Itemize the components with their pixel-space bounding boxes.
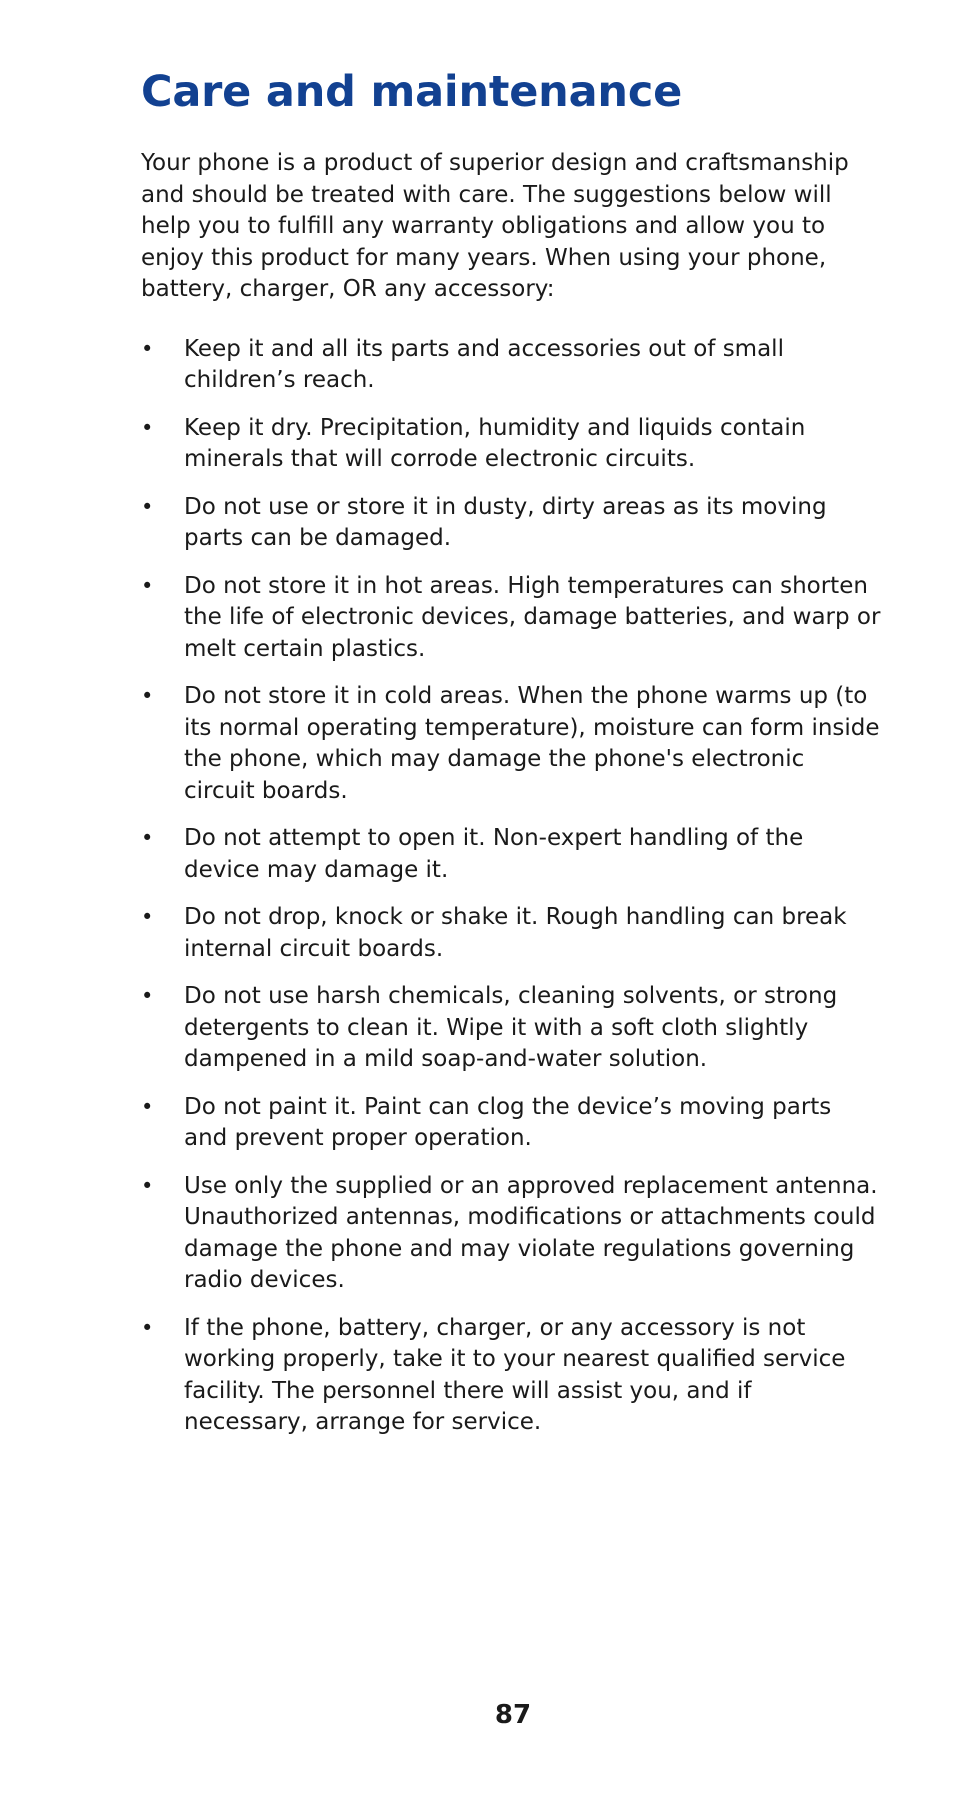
list-item [141, 823, 881, 886]
list-item-text: Do not attempt to open it. Non-expert handling of the device may damage it. [184, 825, 804, 883]
bullet-icon: • [141, 336, 154, 361]
bullet-icon: • [141, 415, 154, 440]
page-number: 87 [494, 1700, 532, 1730]
intro-paragraph: Your phone is a product of superior design and craftsmanship and should be treated with care. The suggestions below will help you to fulfill any warranty obligations and allow you to enjoy this product for many years. When using your phone, battery, charger, OR any accessory: [141, 150, 849, 302]
document-page [141, 64, 881, 1455]
list-item [141, 1313, 881, 1439]
list-item-text: Do not drop, knock or shake it. Rough handling can break internal circuit boards. [184, 904, 847, 962]
list-item-text: Do not store it in hot areas. High temperatures can shorten the life of electronic devices, damage batteries, and warp or melt certain plastics. [184, 572, 881, 662]
list-item-text: Do not store it in cold areas. When the phone warms up (to its normal operating temperature), moisture can form inside the phone, which may damage the phone's electronic circuit boards. [184, 683, 880, 804]
list-item [141, 681, 881, 807]
bullet-icon: • [141, 1315, 154, 1340]
list-item [141, 1092, 881, 1155]
list-item [141, 492, 881, 555]
care-list [141, 334, 881, 1439]
bullet-icon: • [141, 1094, 154, 1119]
list-item [141, 571, 881, 666]
page-title: Care and maintenance [141, 67, 683, 117]
bullet-icon: • [141, 984, 154, 1008]
list-item [141, 1171, 881, 1297]
list-item-text: Keep it and all its parts and accessories out of small children’s reach. [184, 335, 784, 393]
list-item-text: Do not paint it. Paint can clog the device’s moving parts and prevent proper operation. [184, 1093, 832, 1151]
list-item-text: Use only the supplied or an approved replacement antenna. Unauthorized antennas, modifications or attachments could damage the phone and may violate regulations governing radio devices. [184, 1172, 878, 1293]
bullet-icon: • [141, 826, 154, 850]
bullet-icon: • [141, 573, 154, 598]
list-item [141, 334, 881, 397]
bullet-icon: • [141, 905, 154, 929]
bullet-icon: • [141, 1173, 154, 1198]
list-item-text: Keep it dry. Precipitation, humidity and liquids contain minerals that will corrode electronic circuits. [184, 414, 806, 472]
list-item [141, 413, 881, 476]
bullet-icon: • [141, 494, 154, 519]
list-item [141, 902, 881, 965]
bullet-icon: • [141, 684, 154, 708]
list-item-text: Do not use or store it in dusty, dirty areas as its moving parts can be damaged. [184, 493, 827, 551]
list-item-text: Do not use harsh chemicals, cleaning solvents, or strong detergents to clean it. Wipe it with a soft cloth slightly dampened in a mild soap-and-water solution. [184, 983, 838, 1072]
list-item [141, 981, 881, 1076]
list-item-text: If the phone, battery, charger, or any accessory is not working properly, take it to your nearest qualified service facility. The personnel there will assist you, and if necessary, arrange for service. [184, 1314, 846, 1435]
